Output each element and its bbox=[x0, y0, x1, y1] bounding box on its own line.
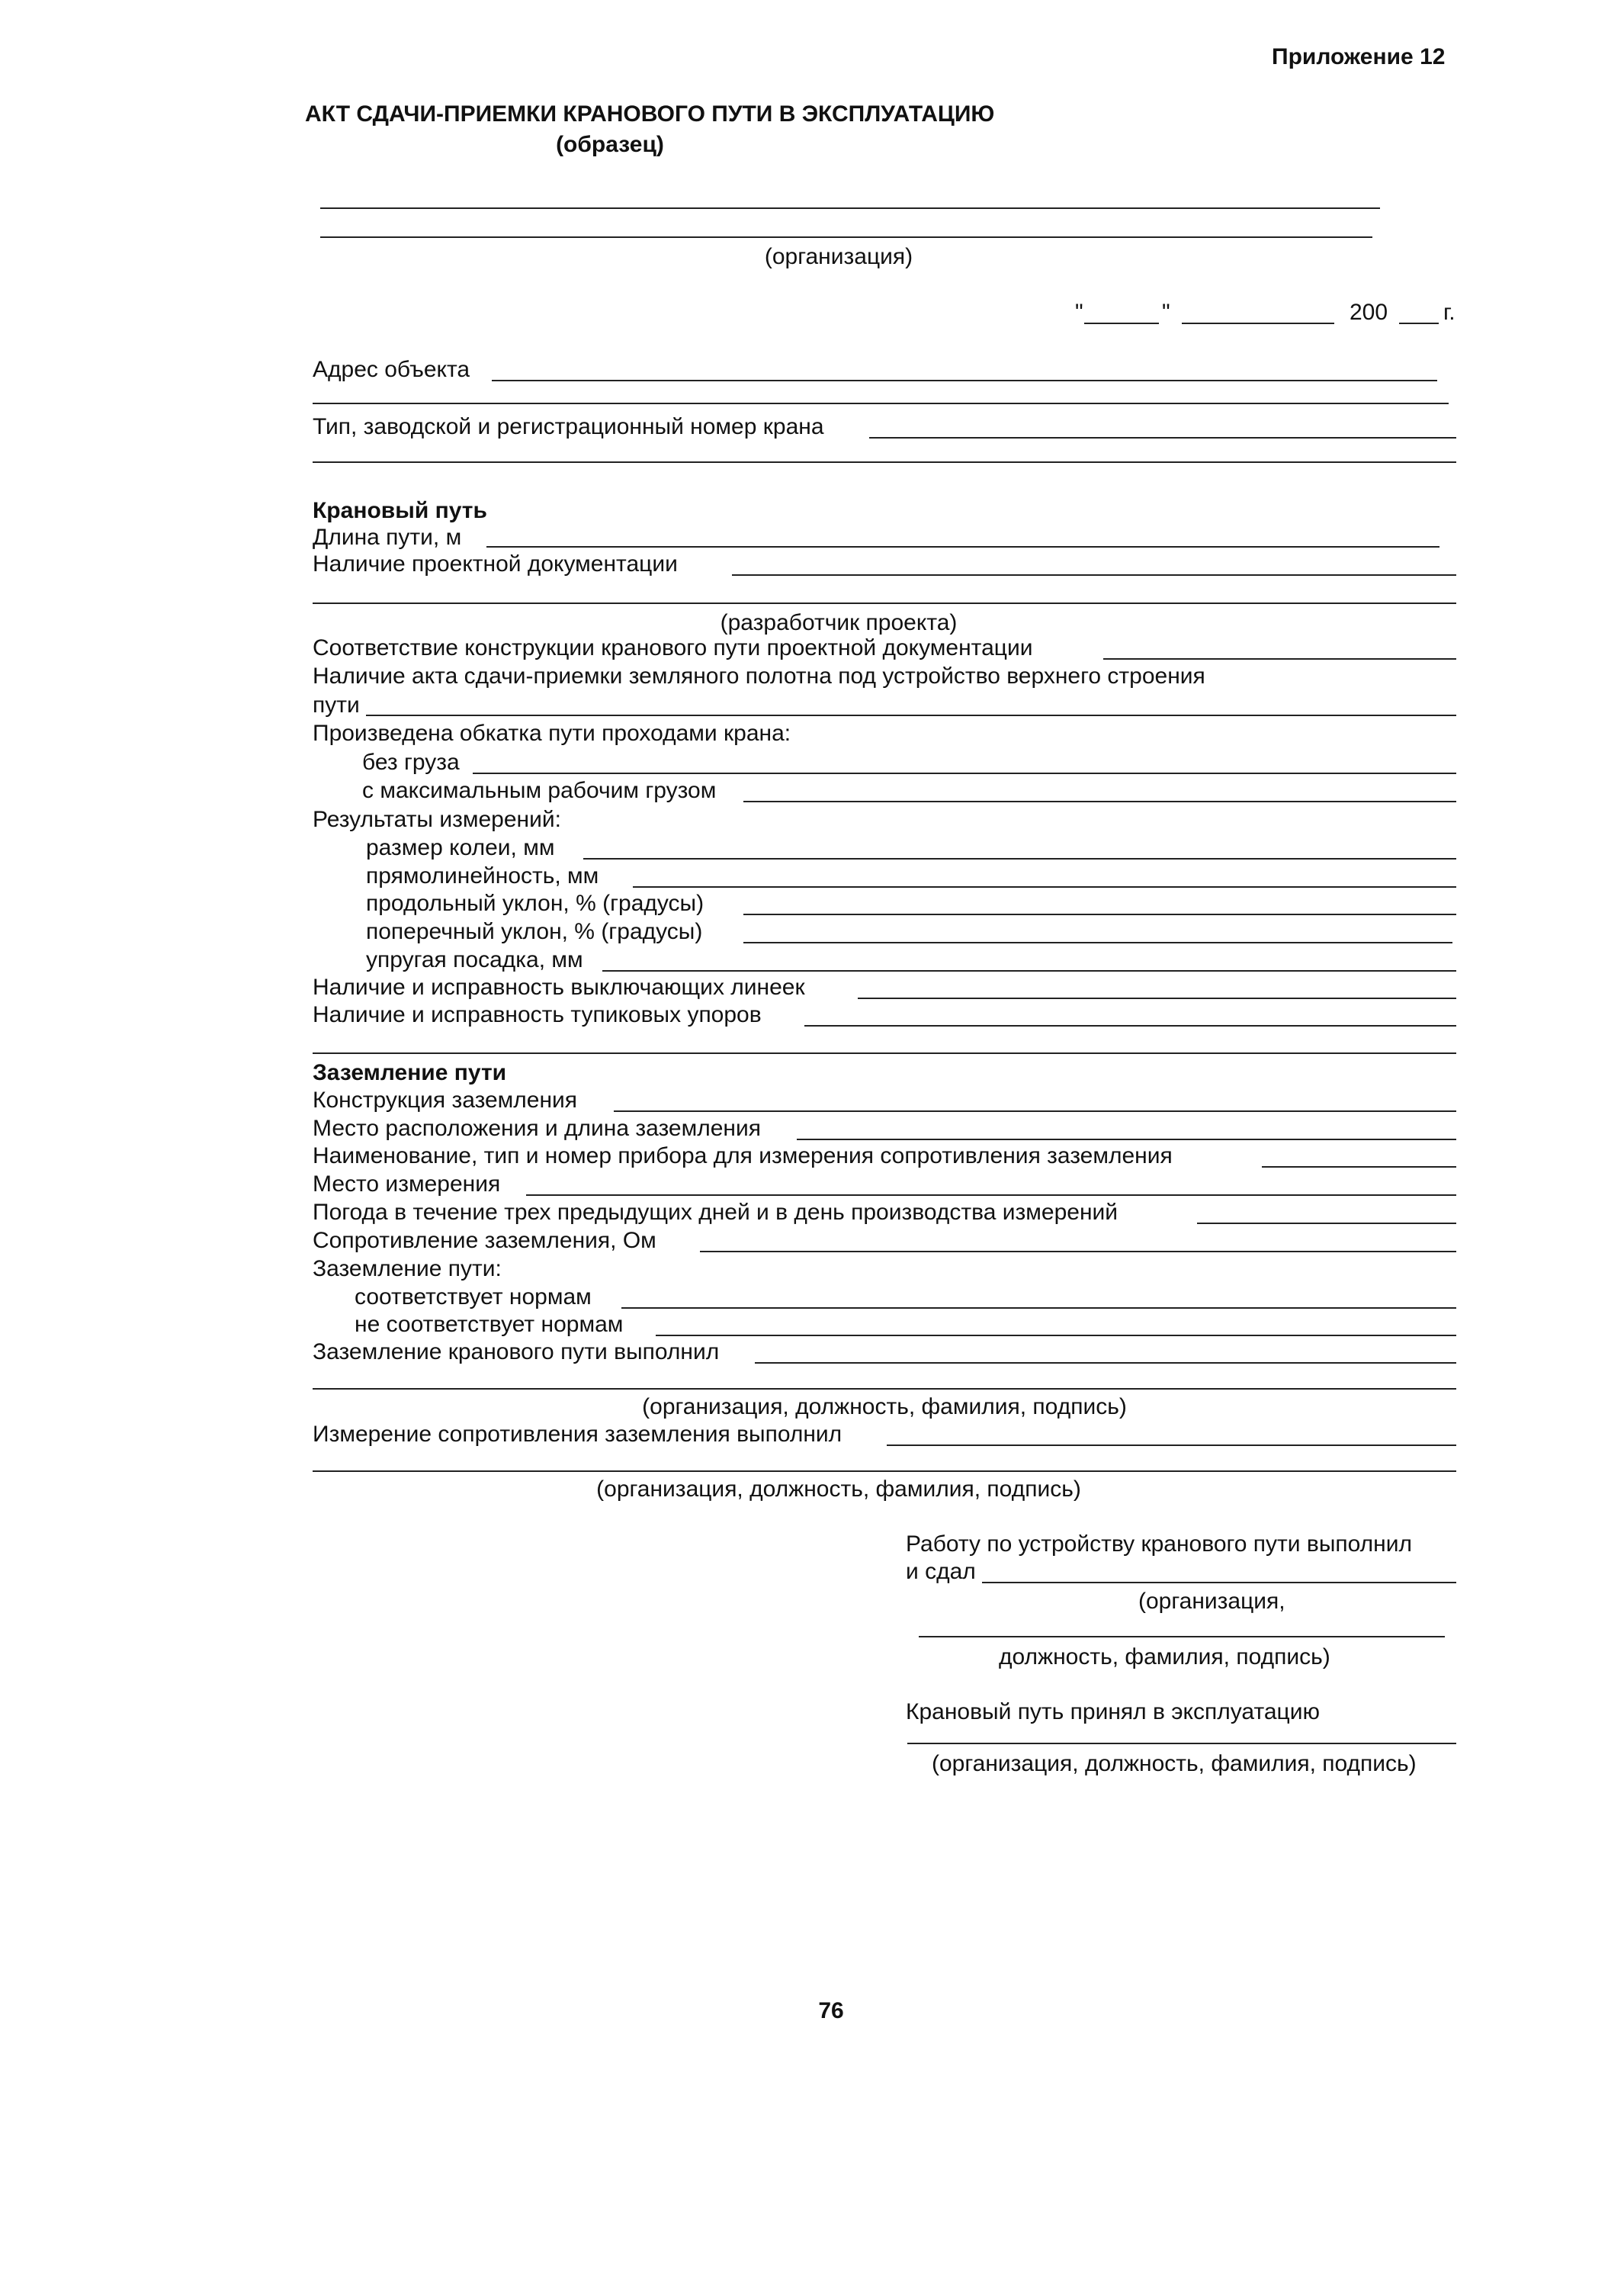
ground-device-label: Наименование, тип и номер прибора для измерения сопротивления заземления bbox=[313, 1143, 1173, 1168]
crane-label: Тип, заводской и регистрационный номер крана bbox=[313, 414, 824, 439]
measure-label: Результаты измерений: bbox=[313, 807, 561, 832]
work-sign-field-2[interactable] bbox=[919, 1636, 1445, 1637]
ground-measured-label: Измерение сопротивления заземления выполнил bbox=[313, 1422, 842, 1447]
page-number: 76 bbox=[818, 1998, 844, 2023]
date-open-quote: " bbox=[1075, 300, 1083, 325]
ground-weather-field[interactable] bbox=[1197, 1223, 1456, 1224]
gauge-field[interactable] bbox=[583, 858, 1456, 860]
conformity-field[interactable] bbox=[1103, 658, 1456, 660]
switch-label: Наличие и исправность выключающих линеек bbox=[313, 975, 805, 1000]
accepted-caption: (организация, должность, фамилия, подпись) bbox=[932, 1751, 1417, 1776]
date-month-field[interactable] bbox=[1182, 323, 1334, 324]
length-label: Длина пути, м bbox=[313, 525, 462, 550]
ground-resistance-field[interactable] bbox=[700, 1251, 1456, 1252]
accepted-label: Крановый путь принял в эксплуатацию bbox=[906, 1699, 1320, 1724]
appendix-label: Приложение 12 bbox=[1272, 44, 1446, 69]
ground-measured-caption: (организация, должность, фамилия, подпись) bbox=[596, 1477, 1081, 1502]
cross-slope-label: поперечный уклон, % (градусы) bbox=[366, 919, 703, 944]
ground-measured-field[interactable] bbox=[887, 1444, 1456, 1446]
work-sign-field[interactable] bbox=[982, 1582, 1456, 1583]
address-label: Адрес объекта bbox=[313, 357, 470, 382]
ground-weather-label: Погода в течение трех предыдущих дней и в день производства измерений bbox=[313, 1200, 1119, 1225]
switch-field[interactable] bbox=[858, 998, 1456, 999]
elastic-field[interactable] bbox=[602, 970, 1456, 972]
work-line-1: Работу по устройству кранового пути выполнил bbox=[906, 1531, 1412, 1557]
date-suffix: г. bbox=[1443, 300, 1456, 325]
grounding-heading: Заземление пути bbox=[313, 1060, 507, 1085]
track-heading: Крановый путь bbox=[313, 498, 487, 523]
elastic-label: упругая посадка, мм bbox=[366, 947, 583, 972]
ground-device-field[interactable] bbox=[1262, 1166, 1456, 1168]
address-field-cont[interactable] bbox=[313, 403, 1449, 404]
ground-place-field[interactable] bbox=[526, 1194, 1456, 1196]
long-slope-field[interactable] bbox=[743, 914, 1456, 915]
ground-location-label: Место расположения и длина заземления bbox=[313, 1116, 761, 1141]
conformity-label: Соответствие конструкции кранового пути проектной документации bbox=[313, 635, 1033, 660]
crane-field[interactable] bbox=[869, 437, 1456, 439]
no-load-field[interactable] bbox=[473, 773, 1456, 774]
date-year-field[interactable] bbox=[1399, 323, 1439, 324]
designer-caption: (разработчик проекта) bbox=[720, 610, 958, 635]
ground-status-label: Заземление пути: bbox=[313, 1256, 502, 1281]
document-subtitle: (образец) bbox=[556, 132, 664, 157]
ground-meets-label: соответствует нормам bbox=[355, 1284, 592, 1309]
max-load-label: с максимальным рабочим грузом bbox=[362, 778, 717, 803]
stops-field[interactable] bbox=[804, 1025, 1456, 1027]
straight-field[interactable] bbox=[633, 886, 1456, 888]
length-field[interactable] bbox=[486, 546, 1439, 548]
stops-field-cont[interactable] bbox=[313, 1052, 1456, 1054]
org-caption: (организация) bbox=[764, 244, 913, 269]
date-close-quote: " bbox=[1162, 300, 1170, 325]
cross-slope-field[interactable] bbox=[743, 942, 1452, 943]
docs-label: Наличие проектной документации bbox=[313, 551, 678, 577]
ground-measured-field-cont[interactable] bbox=[313, 1470, 1456, 1472]
stops-label: Наличие и исправность тупиковых упоров bbox=[313, 1002, 762, 1027]
long-slope-label: продольный уклон, % (градусы) bbox=[366, 891, 704, 916]
work-caption-2: должность, фамилия, подпись) bbox=[999, 1644, 1330, 1669]
ground-performed-field[interactable] bbox=[755, 1362, 1456, 1364]
accepted-sign-field[interactable] bbox=[907, 1743, 1456, 1744]
ground-performed-label: Заземление кранового пути выполнил bbox=[313, 1339, 720, 1364]
docs-field[interactable] bbox=[732, 574, 1456, 576]
address-field[interactable] bbox=[492, 380, 1437, 381]
ground-meets-field[interactable] bbox=[621, 1307, 1456, 1309]
designer-line[interactable] bbox=[313, 603, 1456, 604]
date-year-prefix: 200 bbox=[1350, 300, 1388, 325]
ground-design-label: Конструкция заземления bbox=[313, 1088, 578, 1113]
ground-act-cont: пути bbox=[313, 693, 360, 718]
document-title: АКТ СДАЧИ-ПРИЕМКИ КРАНОВОГО ПУТИ В ЭКСПЛУАТАЦИЮ bbox=[305, 101, 995, 127]
work-caption-1: (организация, bbox=[1138, 1589, 1285, 1614]
straight-label: прямолинейность, мм bbox=[366, 863, 599, 889]
ground-resistance-label: Сопротивление заземления, Ом bbox=[313, 1228, 656, 1253]
ground-not-meets-label: не соответствует нормам bbox=[355, 1312, 624, 1337]
ground-performed-caption: (организация, должность, фамилия, подпись) bbox=[642, 1394, 1127, 1419]
runin-label: Произведена обкатка пути проходами крана: bbox=[313, 721, 791, 746]
no-load-label: без груза bbox=[362, 750, 460, 775]
crane-field-cont[interactable] bbox=[313, 461, 1456, 463]
ground-design-field[interactable] bbox=[614, 1110, 1456, 1112]
ground-performed-field-cont[interactable] bbox=[313, 1388, 1456, 1390]
gauge-label: размер колеи, мм bbox=[366, 835, 555, 860]
ground-not-meets-field[interactable] bbox=[656, 1335, 1456, 1336]
max-load-field[interactable] bbox=[743, 801, 1456, 802]
ground-place-label: Место измерения bbox=[313, 1171, 501, 1197]
ground-location-field[interactable] bbox=[797, 1139, 1456, 1140]
ground-act-label: Наличие акта сдачи-приемки земляного полотна под устройство верхнего строения bbox=[313, 664, 1205, 689]
ground-act-field[interactable] bbox=[366, 715, 1456, 716]
date-day-field[interactable] bbox=[1084, 323, 1159, 324]
org-line-1[interactable] bbox=[320, 207, 1380, 209]
work-line-2: и сдал bbox=[906, 1559, 976, 1584]
org-line-2[interactable] bbox=[320, 236, 1372, 238]
